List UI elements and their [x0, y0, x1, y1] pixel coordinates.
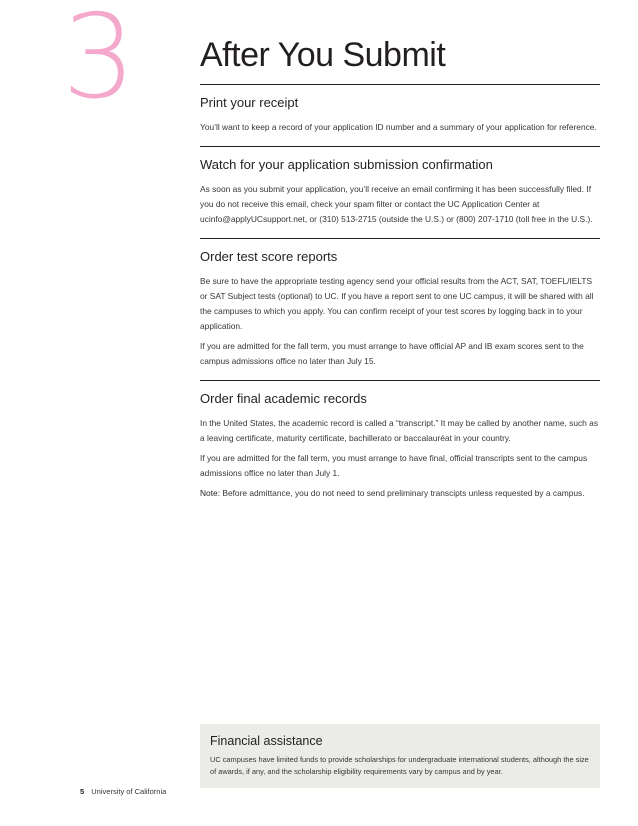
page-title: After You Submit: [200, 36, 446, 74]
section-test-scores: [200, 239, 600, 380]
section-heading: Watch for your application submission confirmation: [200, 157, 493, 172]
section-confirmation: [200, 147, 600, 238]
section-paragraph: If you are admitted for the fall term, you must arrange to have final, official transcripts sent to the campus admissions office no later than July 1.: [200, 453, 588, 478]
section-heading: Print your receipt: [200, 95, 299, 110]
page-footer: [80, 787, 166, 796]
note-text: Before admittance, you do not need to send preliminary transcipts unless requested by a campus.: [220, 488, 585, 498]
section-paragraph: Be sure to have the appropriate testing agency send your official results from the ACT, SAT, TOEFL/IELTS or SAT Subject tests (optional) to UC. If you have a report sent to one UC campus, it will be shared with all the campuses to which you apply. You can confirm receipt of your test scores by logging back in to your application.: [200, 276, 594, 331]
section-paragraph: As soon as you submit your application, you’ll receive an email confirming it has been successfully filed. If you do not receive this email, check your spam filter or contact the UC Application Center at ucinfo@applyUCsupport.net, or (310) 513-2715 (outside the U.S.) or (800) 207-1710 (toll free in the U.S.).: [200, 184, 593, 224]
page-number: 5: [80, 787, 85, 796]
section-paragraph: If you are admitted for the fall term, you must arrange to have official AP and IB exam scores sent to the campus admissions office no later than July 15.: [200, 341, 584, 366]
chapter-number: 3: [62, 0, 134, 125]
footer-org: University of California: [91, 787, 167, 796]
note-paragraph: [200, 486, 600, 501]
note-label: Note:: [200, 488, 221, 498]
section-paragraph: You’ll want to keep a record of your application ID number and a summary of your application for reference.: [200, 122, 597, 132]
section-heading: Order test score reports: [200, 249, 338, 264]
section-paragraph: In the United States, the academic record is called a “transcript.” It may be called by another name, such as a leaving certificate, maturity certificate, bachillerato or baccalauréat in your country.: [200, 418, 599, 443]
section-print-receipt: [200, 85, 600, 146]
section-academic-records: [200, 381, 600, 512]
section-heading: Order final academic records: [200, 391, 367, 406]
main-content: [200, 34, 600, 512]
financial-assistance-box: [200, 724, 600, 788]
financial-text: UC campuses have limited funds to provide scholarships for undergraduate international students, although the size of awards, if any, and the scholarship eligibility requirements vary by campus and by year.: [210, 755, 589, 776]
financial-heading: Financial assistance: [210, 734, 323, 748]
